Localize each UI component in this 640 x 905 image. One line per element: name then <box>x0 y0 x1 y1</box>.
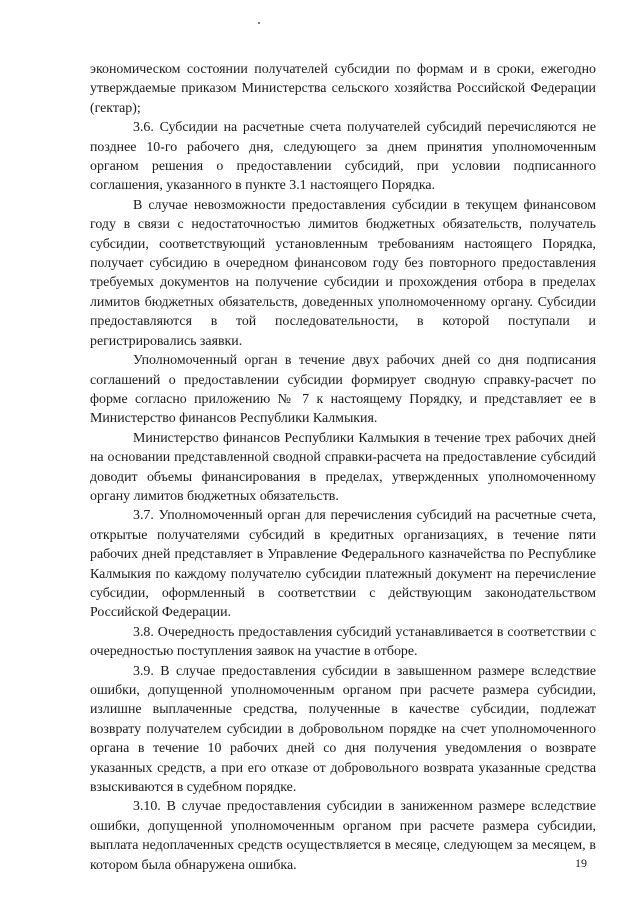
page-number: 19 <box>575 856 587 870</box>
document-body <box>90 60 596 875</box>
paragraph-3-6: 3.6. Субсидии на расчетные счета получателей субсидий перечисляются не позднее 10-го рабочего дня, следующего за днем принятия уполномоченным органом решения о предоставлении субсидий, при условии подписанного соглашения, указанного в пункте 3.1 настоящего Порядка. <box>90 120 596 194</box>
paragraph-continuation: экономическом состоянии получателей субсидии по формам и в сроки, ежегодно утверждаемые приказом Министерства сельского хозяйства Российской Федерации (гектар); <box>90 62 596 116</box>
paragraph-3-9: 3.9. В случае предоставления субсидии в завышенном размере вследствие ошибки, допущенной уполномоченным органом при расчете размера субсидии, излишне выплаченные средства, полученные в качестве субсидии, подлежат возврату получателем субсидии в добровольном порядке на счет уполномоченного органа в течение 10 рабочих дней со дня получения уведомления о возврате указанных средств, а при его отказе от добровольного возврата указанные средства взыскиваются в судебном порядке. <box>90 663 596 796</box>
paragraph-ministry-of-finance: Министерство финансов Республики Калмыкия в течение трех рабочих дней на основании представленной сводной справки-расчета на предоставление субсидий доводит объемы финансирования в пределах, утвержденных уполномоченному органу лимитов бюджетных обязательств. <box>90 430 596 504</box>
paragraph-3-8: 3.8. Очередность предоставления субсидий устанавливается в соответствии с очередностью поступления заявок на участие в отборе. <box>90 624 596 660</box>
paragraph-3-7: 3.7. Уполномоченный орган для перечисления субсидий на расчетные счета, открытые получателями субсидий в кредитных организациях, в течение пяти рабочих дней представляет в Управление Федерального казначейства по Республике Калмыкия по каждому получателю субсидии платежный документ на перечисление субсидии, оформленный в соответствии с действующим законодательством Российской Федерации. <box>90 508 596 621</box>
paragraph-3-10: 3.10. В случае предоставления субсидии в заниженном размере вследствие ошибки, допущенной уполномоченным органом при расчете размера субсидии, выплата недоплаченных средств осуществляется в месяце, следующем за месяцем, в котором была обнаружена ошибка. <box>90 799 596 873</box>
scan-artifact-dot <box>258 22 260 24</box>
paragraph-insufficient-limits: В случае невозможности предоставления субсидии в текущем финансовом году в связи с недостаточностью лимитов бюджетных обязательств, получатель субсидии, соответствующий установленным требованиям настоящего Порядка, получает субсидию в очередном финансовом году без повторного предоставления требуемых документов на получение субсидии и прохождения отбора в пределах лимитов бюджетных обязательств, доведенных уполномоченному органу. Субсидии предоставляются в той последовательности, в которой поступали и регистрировались заявки. <box>90 197 596 349</box>
paragraph-summary-calculation: Уполномоченный орган в течение двух рабочих дней со дня подписания соглашений о предоставлении субсидии формирует сводную справку-расчет по форме согласно приложению № 7 к настоящему Порядку, и представляет ее в Министерство финансов Республики Калмыкия. <box>90 353 596 427</box>
